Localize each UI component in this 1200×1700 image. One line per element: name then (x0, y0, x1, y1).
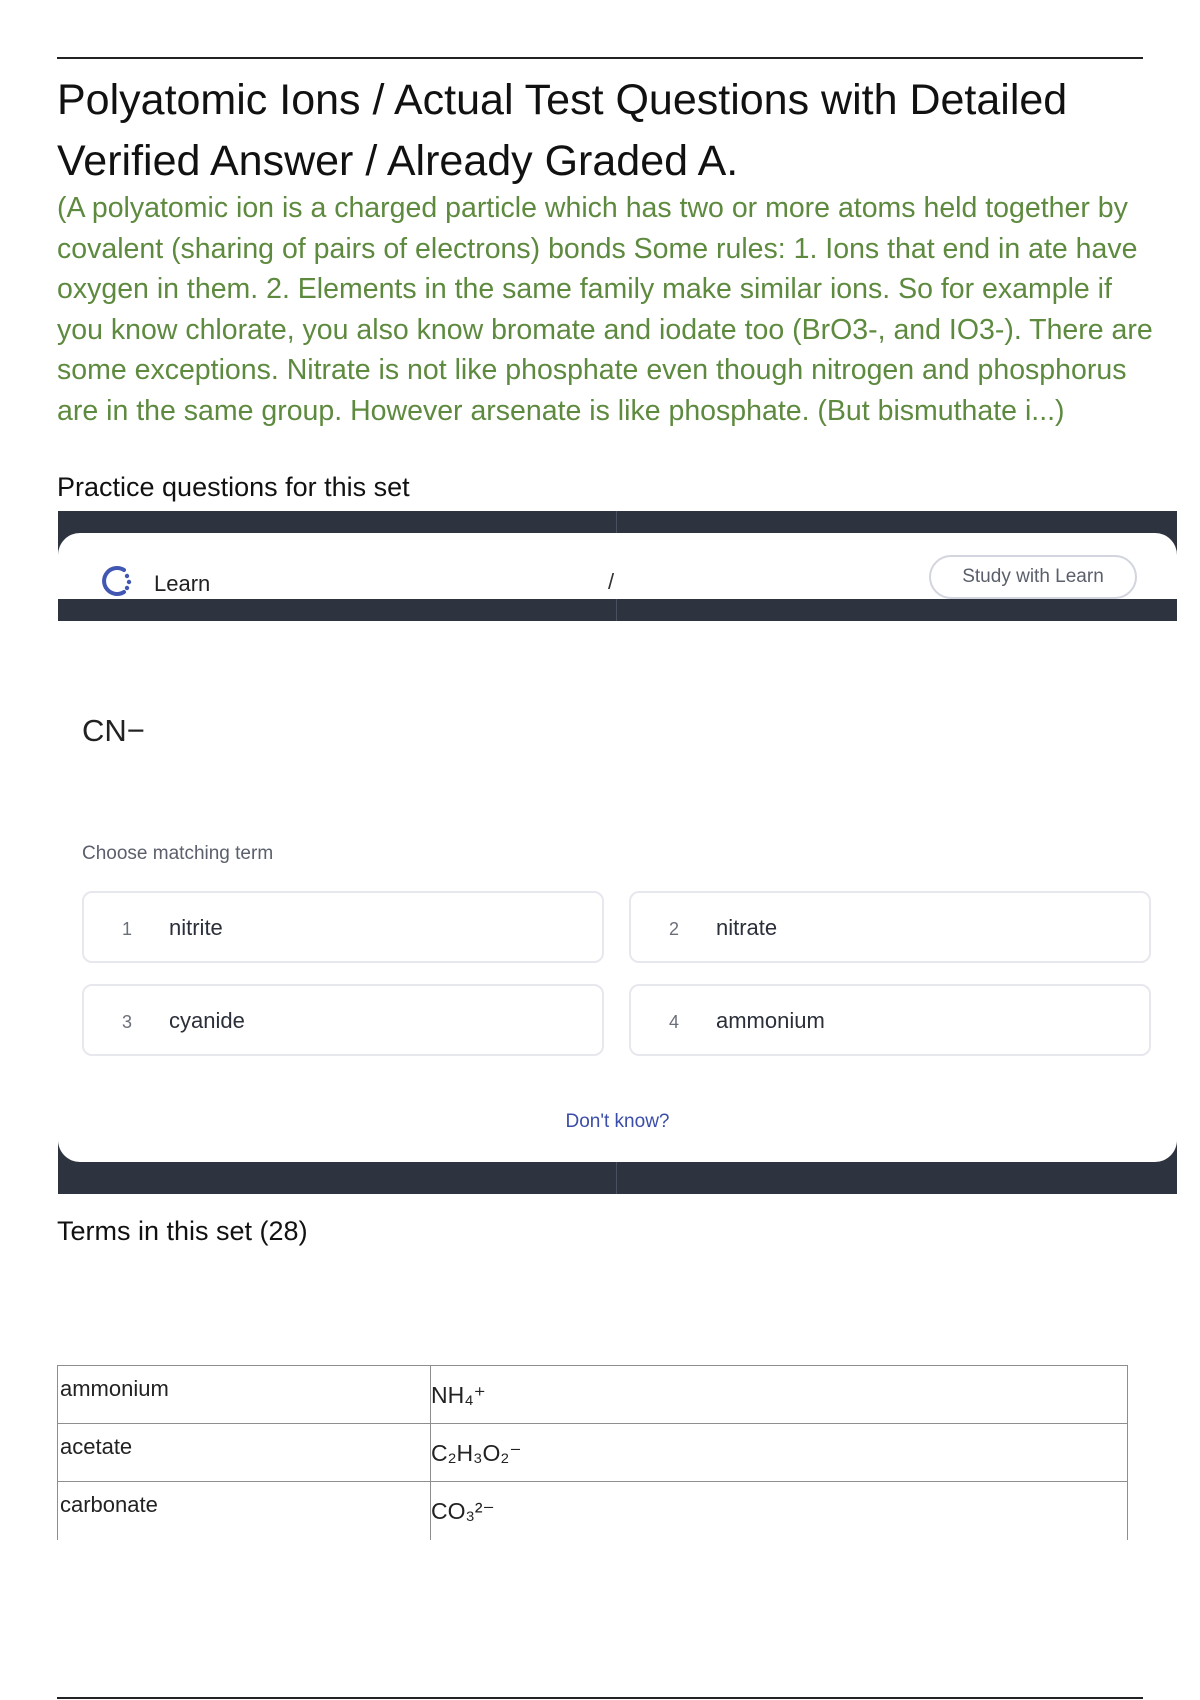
terms-heading: Terms in this set (28) (57, 1216, 308, 1246)
document-title: Polyatomic Ions / Actual Test Questions with Detailed Verified Answer / Already Graded A. (57, 76, 1068, 185)
practice-heading: Practice questions for this set (57, 472, 410, 502)
learn-mode-label[interactable]: Learn (154, 571, 211, 596)
option-label: nitrate (716, 915, 778, 940)
instruction-text: Choose matching term (82, 843, 274, 864)
terms-table (57, 1365, 1128, 1540)
option-number: 4 (669, 1012, 680, 1032)
answer-option-4[interactable] (629, 984, 1151, 1056)
option-number: 2 (669, 919, 680, 939)
term-cell: ammonium (58, 1366, 431, 1424)
option-number: 3 (122, 1012, 133, 1032)
term-cell: acetate (58, 1424, 431, 1482)
answer-option-3[interactable] (82, 984, 604, 1056)
option-label: ammonium (716, 1008, 825, 1033)
answer-option-1[interactable] (82, 891, 604, 963)
table-row (58, 1424, 1128, 1482)
bottom-rule (57, 1697, 1143, 1699)
question-card (58, 621, 1177, 1162)
term-cell: carbonate (58, 1482, 431, 1540)
study-with-learn-button[interactable]: Study with Learn (929, 555, 1137, 599)
answer-option-2[interactable] (629, 891, 1151, 963)
table-row (58, 1482, 1128, 1540)
learn-widget-header (58, 533, 1177, 599)
intro-paragraph: (A polyatomic ion is a charged particle which has two or more atoms held together by covalent (sharing of pairs of electrons) bonds Some rules: 1. Ions that end in ate have oxygen in them. 2. Elements in the same family make similar ions. So for example if you know chlorate, you also know bromate and iodate too (BrO3-, and IO3-). There are some exceptions. Nitrate is not like phosphate even though nitrogen and phosphorus are in the same group. However arsenate is like phosphate. (But bismuthate i...) (57, 192, 1153, 427)
table-row (58, 1366, 1128, 1424)
separator: / (608, 569, 615, 594)
option-label: nitrite (169, 915, 223, 940)
option-label: cyanide (169, 1008, 245, 1033)
dont-know-link[interactable]: Don't know? (565, 1111, 670, 1132)
learn-icon (96, 561, 136, 601)
question-prompt: CN− (82, 713, 145, 748)
option-number: 1 (122, 919, 133, 939)
definition-cell: CO₃²⁻ (431, 1482, 1128, 1540)
definition-cell: NH₄⁺ (431, 1366, 1128, 1424)
definition-cell: C₂H₃O₂⁻ (431, 1424, 1128, 1482)
top-rule (57, 57, 1143, 59)
